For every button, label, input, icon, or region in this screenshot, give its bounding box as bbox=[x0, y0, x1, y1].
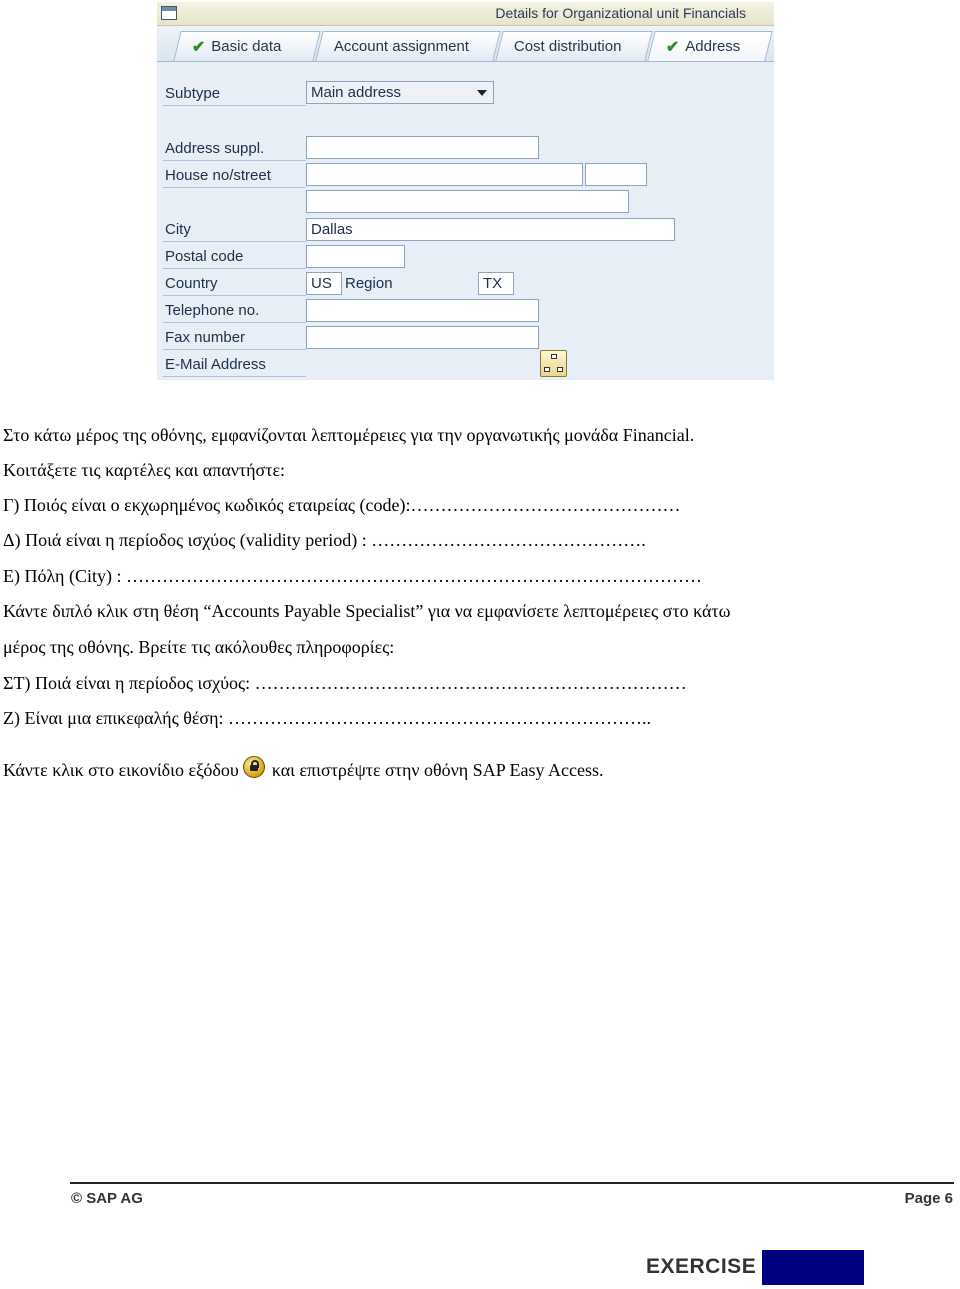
hierarchy-icon[interactable] bbox=[540, 350, 567, 377]
region-field[interactable]: TX bbox=[478, 272, 514, 295]
question-st: ΣΤ) Ποιά είναι η περίοδος ισχύος: ……………………………………………………………… bbox=[3, 673, 687, 693]
subtype-label: Subtype bbox=[165, 85, 221, 102]
fax-field[interactable] bbox=[306, 326, 539, 349]
city-field[interactable]: Dallas bbox=[306, 218, 675, 241]
copyright: © SAP AG bbox=[71, 1190, 143, 1207]
question-d: Δ) Ποιά είναι η περίοδος ισχύος (validity period) : ………………………………………. bbox=[3, 530, 646, 550]
address-suppl-label: Address suppl. bbox=[165, 140, 265, 157]
exit-icon bbox=[243, 756, 265, 778]
paragraph-double-click-cont: μέρος της οθόνης. Βρείτε τις ακόλουθες πληροφορίες: bbox=[3, 637, 395, 657]
email-label: E-Mail Address bbox=[165, 356, 266, 373]
fax-label: Fax number bbox=[165, 329, 246, 346]
street-field[interactable] bbox=[306, 163, 583, 186]
tab-cost-distribution[interactable]: Cost distribution bbox=[495, 31, 652, 61]
exit-instruction: Κάντε κλικ στο εικονίδιο εξόδου και επιστρέψτε στην οθόνη SAP Easy Access. bbox=[3, 756, 604, 781]
tab-basic-data[interactable]: ✔ Basic data bbox=[173, 31, 320, 61]
paragraph-double-click: Κάντε διπλό κλικ στη θέση “Accounts Payable Specialist” για να εμφανίσετε λεπτομέρειες στο κάτω bbox=[3, 601, 731, 621]
paragraph-intro: Στο κάτω μέρος της οθόνης, εμφανίζονται λεπτομέρειες για την οργανωτικής μονάδα Financial. bbox=[3, 425, 695, 445]
paragraph-instruction: Κοιτάξετε τις καρτέλες και απαντήστε: bbox=[3, 460, 286, 480]
question-c: Γ) Ποιός είναι ο εκχωρημένος κωδικός εταιρείας (code):……………………………………… bbox=[3, 495, 681, 515]
window-title-bar bbox=[157, 2, 774, 26]
page-number: Page 6 bbox=[904, 1190, 953, 1207]
tab-strip bbox=[157, 26, 774, 62]
country-label: Country bbox=[165, 275, 218, 292]
city-label: City bbox=[165, 221, 191, 238]
postal-code-label: Postal code bbox=[165, 248, 244, 265]
chevron-down-icon[interactable] bbox=[477, 90, 487, 96]
country-field[interactable]: US bbox=[306, 272, 342, 295]
subtype-select[interactable]: Main address bbox=[306, 81, 494, 104]
tab-account-assignment[interactable]: Account assignment bbox=[315, 31, 500, 61]
telephone-label: Telephone no. bbox=[165, 302, 260, 319]
house-number-field[interactable] bbox=[585, 163, 647, 186]
tab-address[interactable]: ✔ Address bbox=[647, 31, 772, 61]
footer-divider bbox=[70, 1182, 954, 1184]
street-field-2[interactable] bbox=[306, 190, 629, 213]
postal-code-field[interactable] bbox=[306, 245, 405, 268]
address-form bbox=[157, 63, 774, 380]
question-e: Ε) Πόλη (City) : …………………………………………………………………………………… bbox=[3, 566, 702, 586]
region-label: Region bbox=[345, 275, 393, 292]
house-street-label: House no/street bbox=[165, 167, 271, 184]
check-icon: ✔ bbox=[191, 38, 206, 56]
exercise-color-block bbox=[762, 1250, 864, 1285]
check-icon: ✔ bbox=[665, 38, 680, 56]
question-z: Ζ) Είναι μια επικεφαλής θέση: …………………………………………………………….. bbox=[3, 708, 652, 728]
address-suppl-field[interactable] bbox=[306, 136, 539, 159]
exercise-label: EXERCISE bbox=[646, 1255, 757, 1278]
window-icon bbox=[161, 6, 177, 20]
window-title: Details for Organizational unit Financials bbox=[495, 5, 746, 21]
telephone-field[interactable] bbox=[306, 299, 539, 322]
sap-screenshot bbox=[157, 2, 774, 380]
